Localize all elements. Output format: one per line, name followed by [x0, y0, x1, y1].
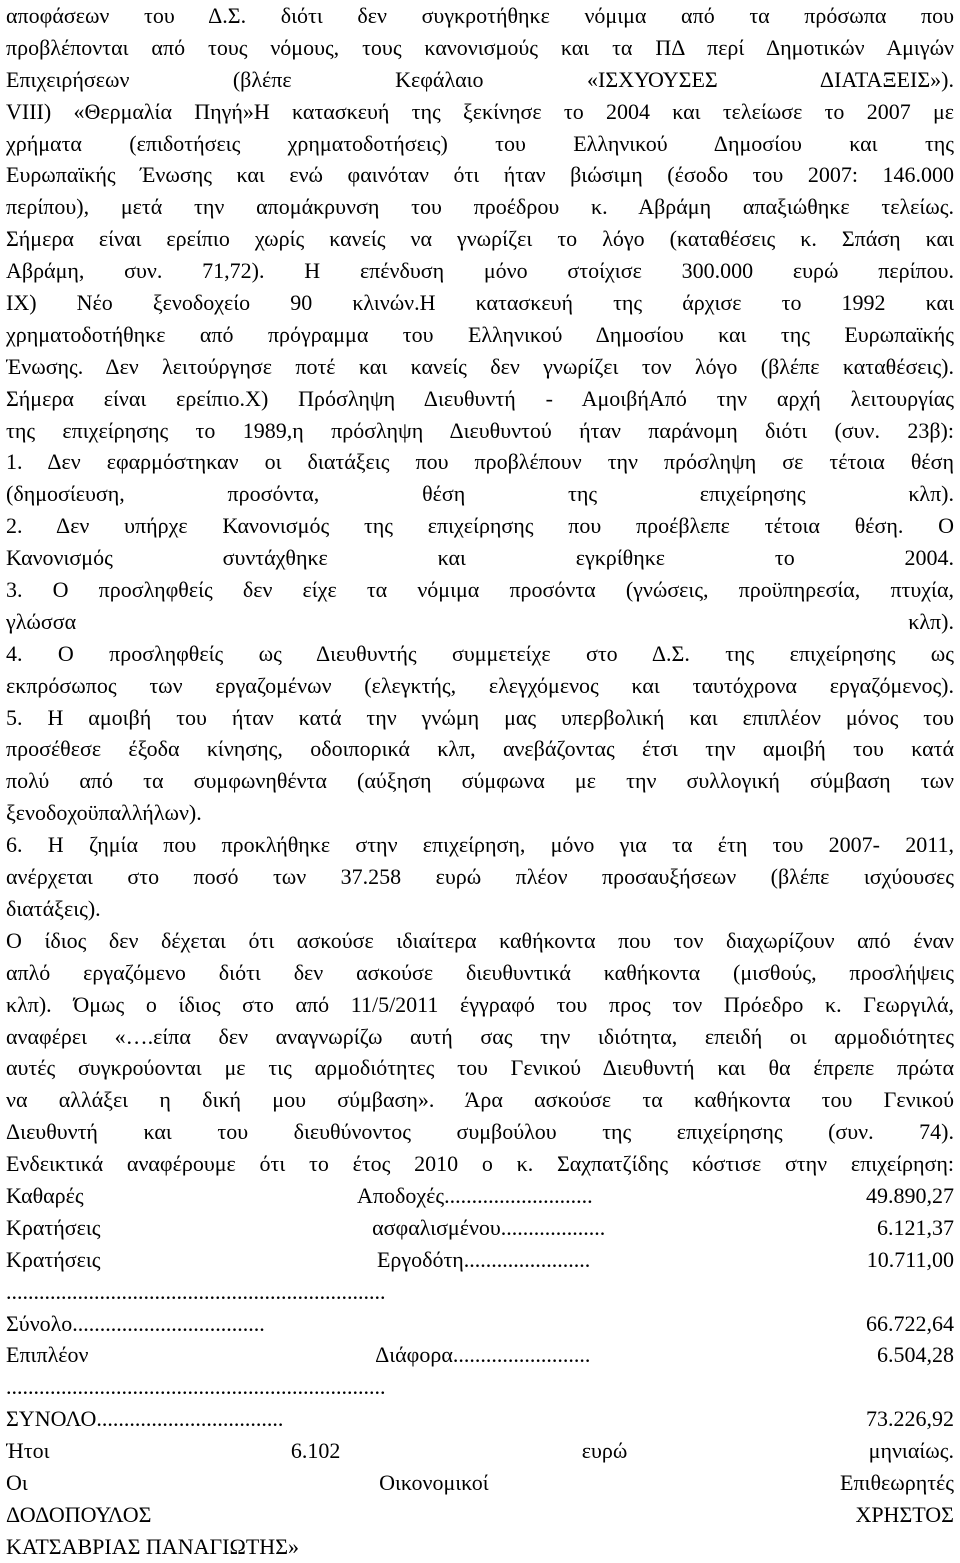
- table-row: [6, 1244, 954, 1276]
- table-cell: ΣΥΝΟΛΟ..................................: [6, 1406, 284, 1432]
- table-row: [6, 1371, 954, 1403]
- text-line: 4. Ο προσληφθείς ως Διευθυντής συμμετείχε στο Δ.Σ. της επιχείρησης ως: [6, 640, 954, 666]
- table-row: [6, 1403, 954, 1435]
- table-cell: Επιθεωρητές: [840, 1469, 954, 1495]
- text-line: προσέθεσε έξοδα κίνησης, οδοιπορικά κλπ, ανεβάζοντας έτσι την αμοιβή του κατά: [6, 736, 954, 762]
- text-line: ξενοδοχοϋπαλλήλων).: [6, 800, 202, 826]
- table-cell: μηνιαίως.: [868, 1438, 954, 1464]
- text-line: Ευρωπαϊκής Ένωσης και ενώ φαινόταν ότι ήταν βιώσιμη (έσοδο του 2007: 146.000: [6, 162, 954, 188]
- text-line: προβλέπονται από τους νόμους, τους κανονισμούς και τα ΠΔ περί Δημοτικών Αμιγών: [6, 34, 954, 60]
- text-line: Ένωσης. Δεν λειτούργησε ποτέ και κανείς δεν γνωρίζει τον λόγο (βλέπε καταθέσεις).: [6, 353, 954, 379]
- table-cell: ΔΟΔΟΠΟΥΛΟΣ: [6, 1501, 152, 1527]
- table-row: [6, 1531, 954, 1563]
- text-line: να αλλάξει η δική μου σύμβαση». Άρα ασκούσε τα καθήκοντα του Γενικού: [6, 1087, 954, 1113]
- text-line: απλό εργαζόμενο διότι δεν ασκούσε διευθυντικά καθήκοντα (μισθούς, προσλήψεις: [6, 959, 954, 985]
- text-line: Διευθυντή και του διευθύνοντος συμβούλου της επιχείρησης (συν. 74).: [6, 1119, 954, 1145]
- table-cell: Κρατήσεις: [6, 1214, 101, 1240]
- text-line: χρηματοδοτήθηκε από πρόγραμμα του Ελληνικού Δημοσίου και της Ευρωπαϊκής: [6, 321, 954, 347]
- text-line: 2. Δεν υπήρχε Κανονισμός της επιχείρησης που προέβλεπε τέτοια θέση. Ο: [6, 513, 954, 539]
- table-cell: Οικονομικοί: [379, 1469, 489, 1495]
- text-line: ανέρχεται στο ποσό των 37.258 ευρώ πλέον προσαυξήσεων (βλέπε ισχύουσες: [6, 864, 954, 890]
- body-text: [6, 0, 954, 1180]
- text-line: χρήματα (επιδοτήσεις χρηματοδοτήσεις) του Ελληνικού Δημοσίου και της: [6, 130, 954, 156]
- table-cell: 6.121,37: [876, 1214, 954, 1240]
- text-line: της επιχείρησης το 1989,η πρόσληψη Διευθυντού ήταν παράνομη διότι (συν. 23β):: [6, 417, 954, 443]
- table-cell: .....................................................................: [6, 1278, 386, 1304]
- cost-breakdown: [6, 1180, 954, 1563]
- table-cell: Καθαρές: [6, 1182, 84, 1208]
- text-line: πολύ από τα συμφωνηθέντα (αύξηση σύμφωνα με την συλλογική σύμβαση των: [6, 768, 954, 794]
- table-cell: .....................................................................: [6, 1374, 386, 1400]
- table-cell: Κρατήσεις: [6, 1246, 101, 1272]
- text-line: γλώσσα κλπ).: [6, 608, 954, 634]
- table-row: [6, 1212, 954, 1244]
- table-cell: 6.504,28: [876, 1342, 954, 1368]
- table-cell: Εργοδότη.......................: [376, 1246, 591, 1272]
- table-cell: Διάφορα.........................: [375, 1342, 591, 1368]
- table-cell: 6.102: [290, 1438, 341, 1464]
- table-row: [6, 1467, 954, 1499]
- table-cell: Επιπλέον: [6, 1342, 89, 1368]
- table-cell: ΚΑΤΣΑΒΡΙΑΣ ΠΑΝΑΓΙΩΤΗΣ»: [6, 1533, 299, 1559]
- text-line: εκπρόσωπος των εργαζομένων (ελεγκτής, ελεγχόμενος και ταυτόχρονα εργαζόμενος).: [6, 672, 954, 698]
- table-cell: ευρώ: [581, 1438, 628, 1464]
- text-line: Ο ίδιος δεν δέχεται ότι ασκούσε ιδιαίτερα καθήκοντα που τον διαχωρίζουν από έναν: [6, 927, 954, 953]
- text-line: αναφέρει «….είπα δεν αναγνωρίζω αυτή σας την ιδιότητα, επειδή οι αρμοδιότητες: [6, 1023, 954, 1049]
- text-line: Επιχειρήσεων (βλέπε Κεφάλαιο «ΙΣΧΥΟΥΣΕΣ ΔΙΑΤΑΞΕΙΣ»).: [6, 66, 954, 92]
- table-cell: 73.226,92: [866, 1406, 954, 1432]
- table-row: [6, 1276, 954, 1308]
- text-line: κλπ). Όμως ο ίδιος στο από 11/5/2011 έγγραφό του προς τον Πρόεδρο κ. Γεωργιλά,: [6, 991, 954, 1017]
- text-line: διατάξεις).: [6, 895, 101, 921]
- text-line: VIII) «Θερμαλία Πηγή»Η κατασκευή της ξεκίνησε το 2004 και τελείωσε το 2007 με: [6, 98, 954, 124]
- table-row: [6, 1180, 954, 1212]
- table-cell: Ήτοι: [6, 1438, 50, 1464]
- table-cell: 49.890,27: [865, 1182, 954, 1208]
- text-line: 1. Δεν εφαρμόστηκαν οι διατάξεις που προβλέπουν την πρόσληψη σε τέτοια θέση: [6, 449, 954, 475]
- text-line: Σήμερα είναι ερείπιο.Χ) Πρόσληψη Διευθυντή - ΑμοιβήΑπό την αρχή λειτουργίας: [6, 385, 954, 411]
- table-row: [6, 1308, 954, 1340]
- text-line: 3. Ο προσληφθείς δεν είχε τα νόμιμα προσόντα (γνώσεις, προϋπηρεσία, πτυχία,: [6, 577, 954, 603]
- table-cell: 66.722,64: [866, 1310, 954, 1336]
- table-cell: Αποδοχές...........................: [357, 1182, 593, 1208]
- text-line: Αβράμη, συν. 71,72). Η επένδυση μόνο στοίχισε 300.000 ευρώ περίπου.: [6, 258, 954, 284]
- text-line: Σήμερα είναι ερείπιο χωρίς κανείς να γνωρίζει το λόγο (καταθέσεις κ. Σπάση και: [6, 226, 954, 252]
- table-cell: ΧΡΗΣΤΟΣ: [855, 1501, 954, 1527]
- table-cell: Οι: [6, 1469, 28, 1495]
- text-line: (δημοσίευση, προσόντα, θέση της επιχείρησης κλπ).: [6, 481, 954, 507]
- text-line: 6. Η ζημία που προκλήθηκε στην επιχείρηση, μόνο για τα έτη του 2007- 2011,: [6, 832, 954, 858]
- text-line: Κανονισμός συντάχθηκε και εγκρίθηκε το 2004.: [6, 545, 954, 571]
- text-line: αυτές συγκρούονται με τις αρμοδιότητες του Γενικού Διευθυντή και θα έπρεπε πρώτα: [6, 1055, 954, 1081]
- text-line: Ενδεικτικά αναφέρουμε ότι το έτος 2010 ο κ. Σαχπατζίδης κόστισε στην επιχείρηση:: [6, 1151, 954, 1177]
- table-row: [6, 1339, 954, 1371]
- table-cell: 10.711,00: [866, 1246, 954, 1272]
- text-line: αποφάσεων του Δ.Σ. διότι δεν συγκροτήθηκε νόμιμα από τα πρόσωπα που: [6, 3, 954, 28]
- table-cell: Σύνολο...................................: [6, 1310, 265, 1336]
- table-row: [6, 1499, 954, 1531]
- text-line: IX) Νέο ξενοδοχείο 90 κλινών.Η κατασκευή της άρχισε το 1992 και: [6, 290, 954, 316]
- table-cell: ασφαλισμένου...................: [372, 1214, 606, 1240]
- text-line: 5. Η αμοιβή του ήταν κατά την γνώμη μας υπερβολική και επιπλέον μόνος του: [6, 704, 954, 730]
- table-row: [6, 1435, 954, 1467]
- text-line: περίπου), μετά την απομάκρυνση του προέδρου κ. Αβράμη απαξιώθηκε τελείως.: [6, 194, 954, 220]
